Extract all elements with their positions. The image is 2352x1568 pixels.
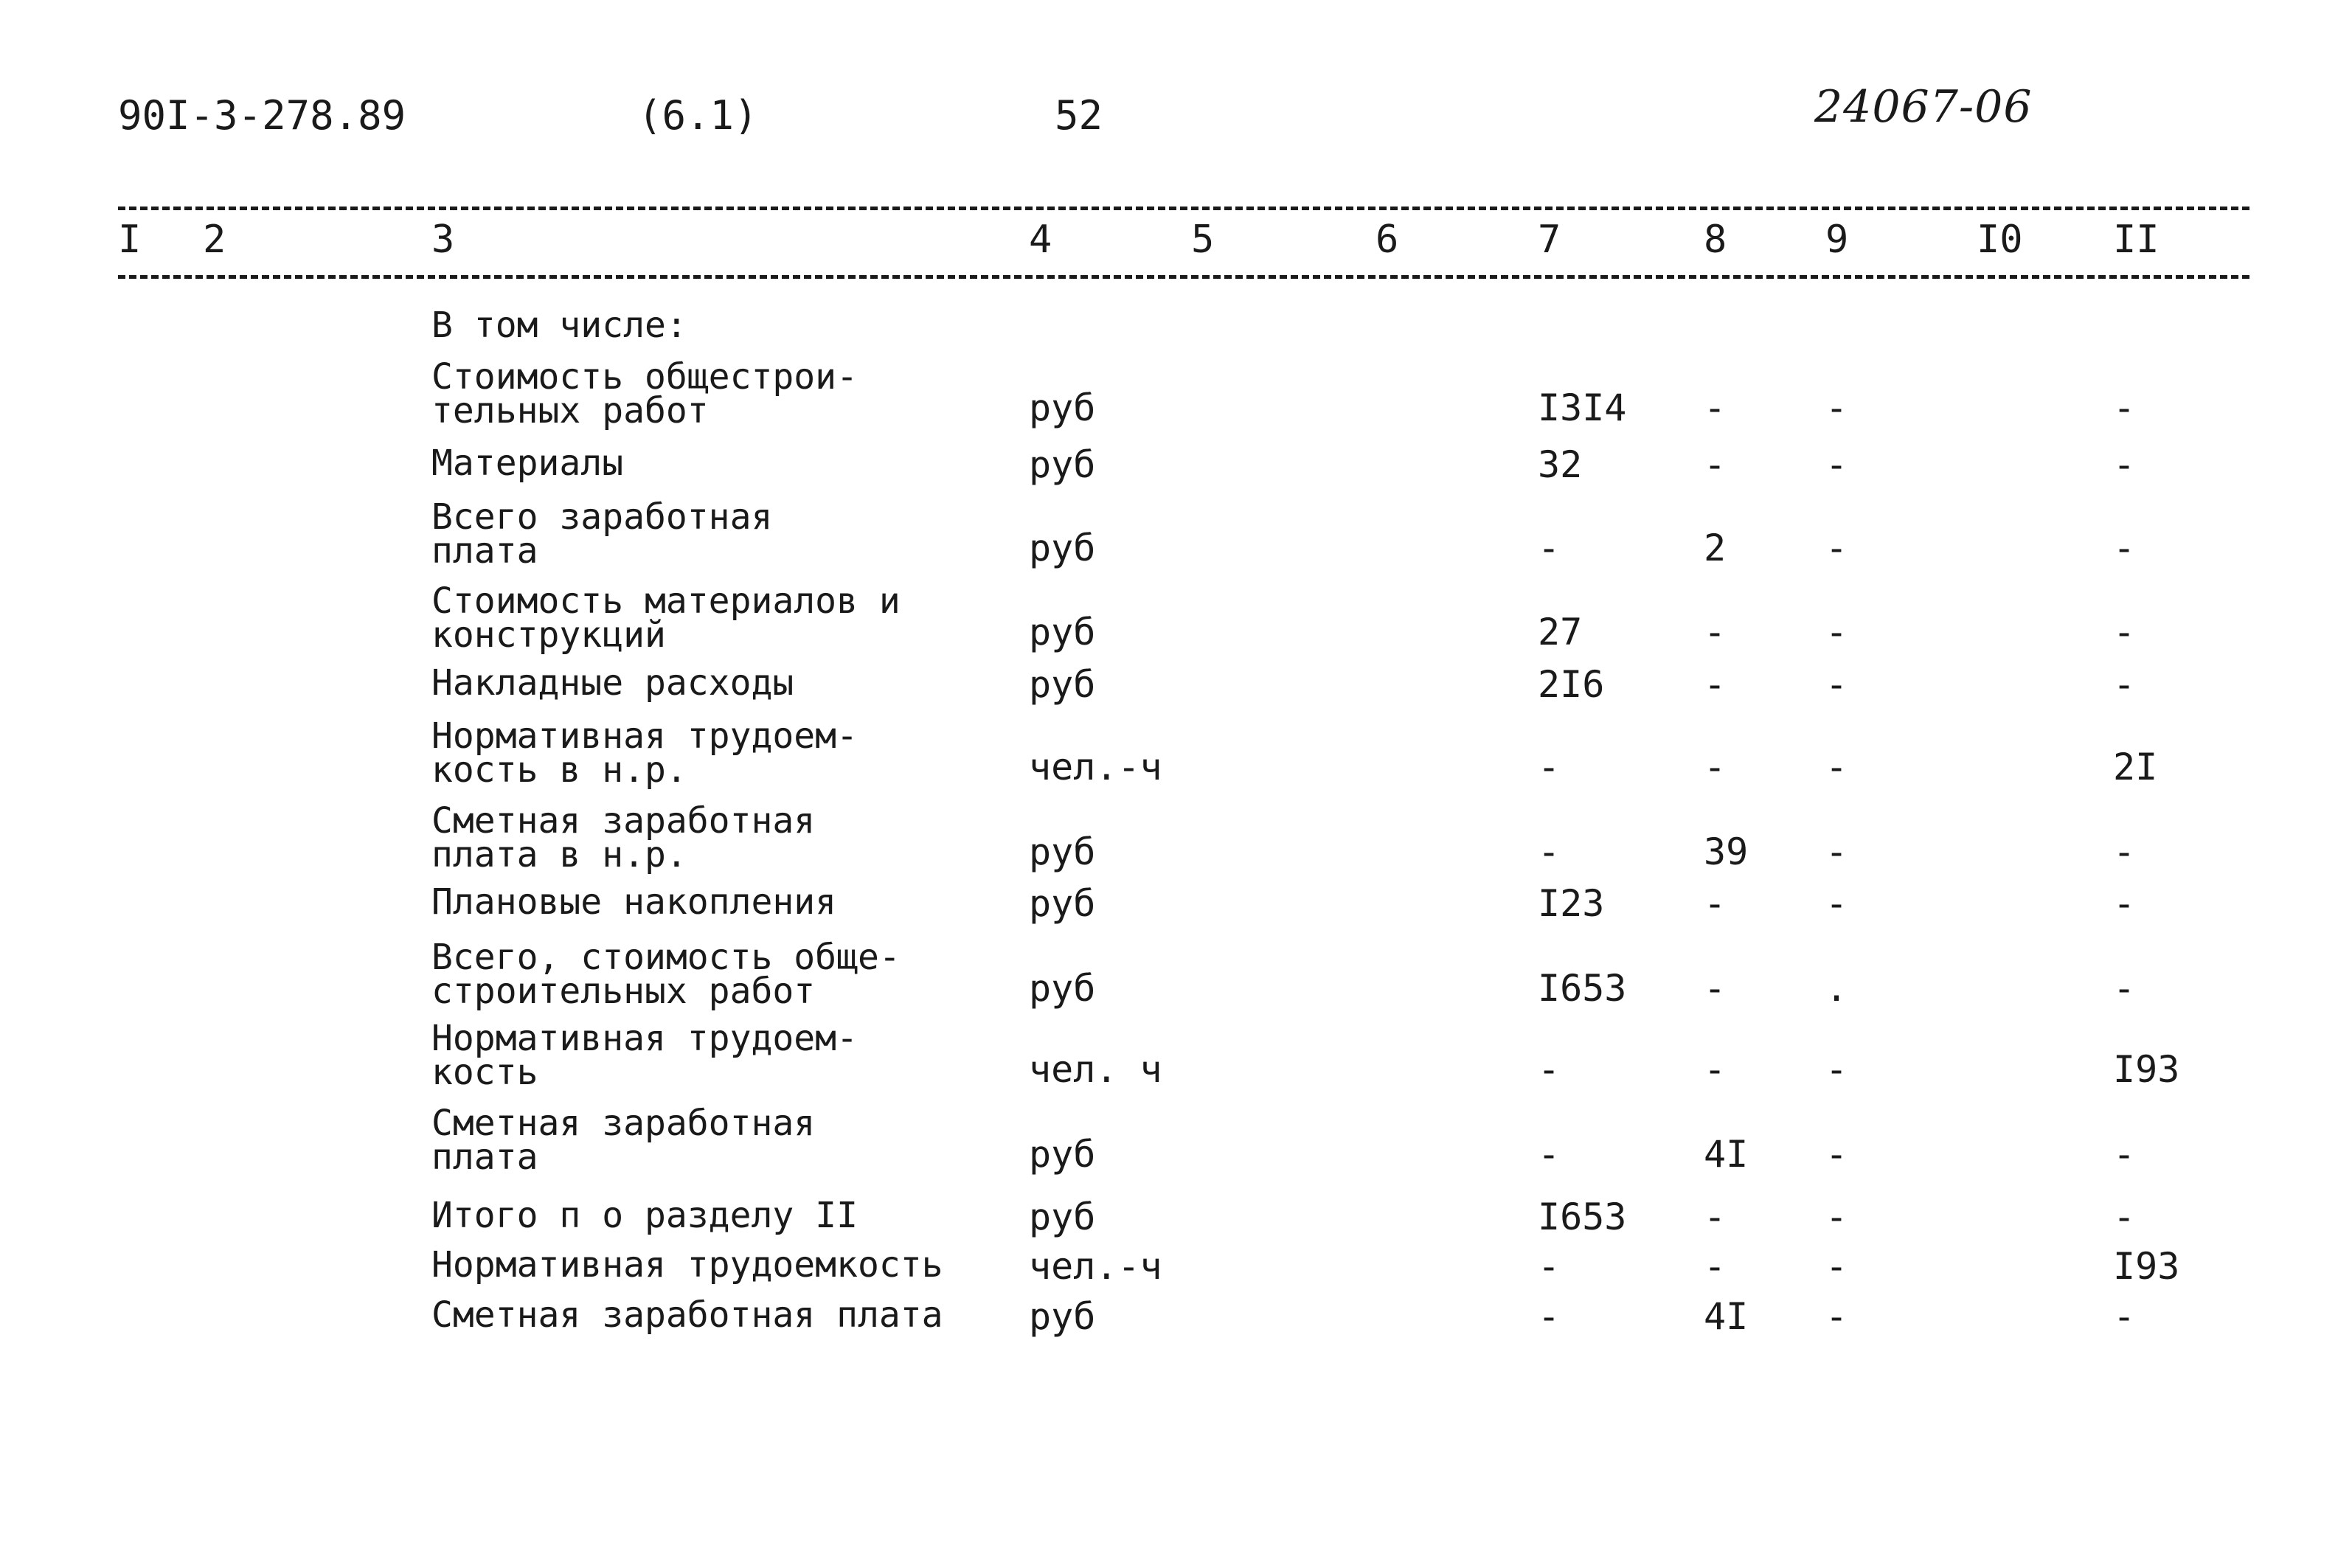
col7-cell: I3I4 [1538, 386, 1627, 429]
col8-cell: - [1704, 611, 1727, 653]
col11-cell: - [2113, 386, 2136, 429]
unit-cell: чел.-ч [1029, 746, 1162, 788]
col9-cell: - [1825, 611, 1848, 653]
unit-cell: руб [1029, 611, 1096, 653]
col9-cell: - [1825, 746, 1848, 788]
column-number: 2 [203, 218, 226, 262]
col7-cell: - [1538, 1048, 1561, 1091]
col8-cell: 4I [1704, 1133, 1749, 1176]
column-number: 8 [1704, 218, 1727, 262]
unit-cell: руб [1029, 1133, 1096, 1176]
col7-cell: 27 [1538, 611, 1583, 653]
col8-cell: - [1704, 386, 1727, 429]
unit-cell: руб [1029, 386, 1096, 429]
col7-cell: - [1538, 527, 1561, 569]
col9-cell: - [1825, 663, 1848, 706]
unit-cell: руб [1029, 882, 1096, 925]
col9-cell: - [1825, 1133, 1848, 1176]
col8-cell: 4I [1704, 1295, 1749, 1338]
unit-cell: чел.-ч [1029, 1245, 1162, 1288]
col7-cell: - [1538, 1295, 1561, 1338]
col8-cell: 39 [1704, 830, 1749, 873]
page-number: 52 [1055, 92, 1103, 139]
column-number: I0 [1977, 218, 2023, 262]
col11-cell: - [2113, 1196, 2136, 1238]
row-label: Материалы [431, 443, 624, 484]
col11-cell: 2I [2113, 746, 2158, 788]
col7-cell: I653 [1538, 1196, 1627, 1238]
col7-cell: - [1538, 1245, 1561, 1288]
row-label: Накладные расходы [431, 662, 794, 704]
col8-cell: - [1704, 1048, 1727, 1091]
row-label: Нормативная трудоем- кость [431, 1018, 858, 1093]
col9-cell: - [1825, 386, 1848, 429]
col11-cell: - [2113, 830, 2136, 873]
col8-cell: - [1704, 1245, 1727, 1288]
row-label: Стоимость общестрои- тельных работ [431, 356, 858, 431]
col11-cell: - [2113, 1295, 2136, 1338]
column-number: 9 [1825, 218, 1849, 262]
col9-cell: - [1825, 527, 1848, 569]
unit-cell: руб [1029, 527, 1096, 569]
unit-cell: руб [1029, 967, 1096, 1010]
col9-cell: - [1825, 830, 1848, 873]
col11-cell: - [2113, 1133, 2136, 1176]
col9-cell: - [1825, 1048, 1848, 1091]
row-label: Итого п о разделу II [431, 1195, 858, 1236]
column-number: 3 [431, 218, 455, 262]
col7-cell: - [1538, 1133, 1561, 1176]
col9-cell: - [1825, 1295, 1848, 1338]
col7-cell: 32 [1538, 443, 1583, 486]
col7-cell: - [1538, 746, 1561, 788]
col8-cell: - [1704, 443, 1727, 486]
col9-cell: . [1825, 967, 1848, 1010]
document-code: 90I-3-278.89 [118, 92, 406, 139]
col11-cell: - [2113, 663, 2136, 706]
row-label: Нормативная трудоем- кость в н.р. [431, 715, 858, 791]
row-label: Стоимость материалов и конструкций [431, 580, 901, 656]
row-label: Сметная заработная плата [431, 1294, 943, 1336]
column-number: 5 [1191, 218, 1215, 262]
col9-cell: - [1825, 1245, 1848, 1288]
row-label: Плановые накопления [431, 881, 837, 923]
col9-cell: - [1825, 443, 1848, 486]
unit-cell: чел. ч [1029, 1048, 1162, 1091]
col7-cell: I23 [1538, 882, 1605, 925]
col11-cell: - [2113, 967, 2136, 1010]
unit-cell: руб [1029, 830, 1096, 873]
column-number: 7 [1538, 218, 1561, 262]
col8-cell: - [1704, 967, 1727, 1010]
unit-cell: руб [1029, 663, 1096, 706]
column-number: 6 [1376, 218, 1399, 262]
handwritten-inventory-number: 24067-06 [1814, 81, 2033, 133]
column-number: I [118, 218, 142, 262]
col8-cell: - [1704, 882, 1727, 925]
col8-cell: - [1704, 663, 1727, 706]
subheading: В том числе: [431, 305, 687, 346]
column-number: 4 [1029, 218, 1052, 262]
row-label: Сметная заработная плата [431, 1103, 816, 1178]
col11-cell: I93 [2113, 1048, 2180, 1091]
unit-cell: руб [1029, 1295, 1096, 1338]
col8-cell: - [1704, 1196, 1727, 1238]
row-label: Нормативная трудоемкость [431, 1244, 943, 1286]
col8-cell: 2 [1704, 527, 1727, 569]
row-label: Всего, стоимость обще- строительных работ [431, 937, 901, 1012]
section-number: (6.1) [638, 92, 758, 139]
col8-cell: - [1704, 746, 1727, 788]
row-label: Всего заработная плата [431, 496, 773, 572]
col11-cell: I93 [2113, 1245, 2180, 1288]
col9-cell: - [1825, 1196, 1848, 1238]
col11-cell: - [2113, 443, 2136, 486]
col7-cell: I653 [1538, 967, 1627, 1010]
col11-cell: - [2113, 611, 2136, 653]
col7-cell: - [1538, 830, 1561, 873]
column-number: II [2113, 218, 2160, 262]
col11-cell: - [2113, 882, 2136, 925]
unit-cell: руб [1029, 443, 1096, 486]
row-label: Сметная заработная плата в н.р. [431, 800, 816, 875]
table-top-rule [118, 207, 2249, 210]
col7-cell: 2I6 [1538, 663, 1605, 706]
col11-cell: - [2113, 527, 2136, 569]
table-header-rule [118, 275, 2249, 279]
unit-cell: руб [1029, 1196, 1096, 1238]
col9-cell: - [1825, 882, 1848, 925]
